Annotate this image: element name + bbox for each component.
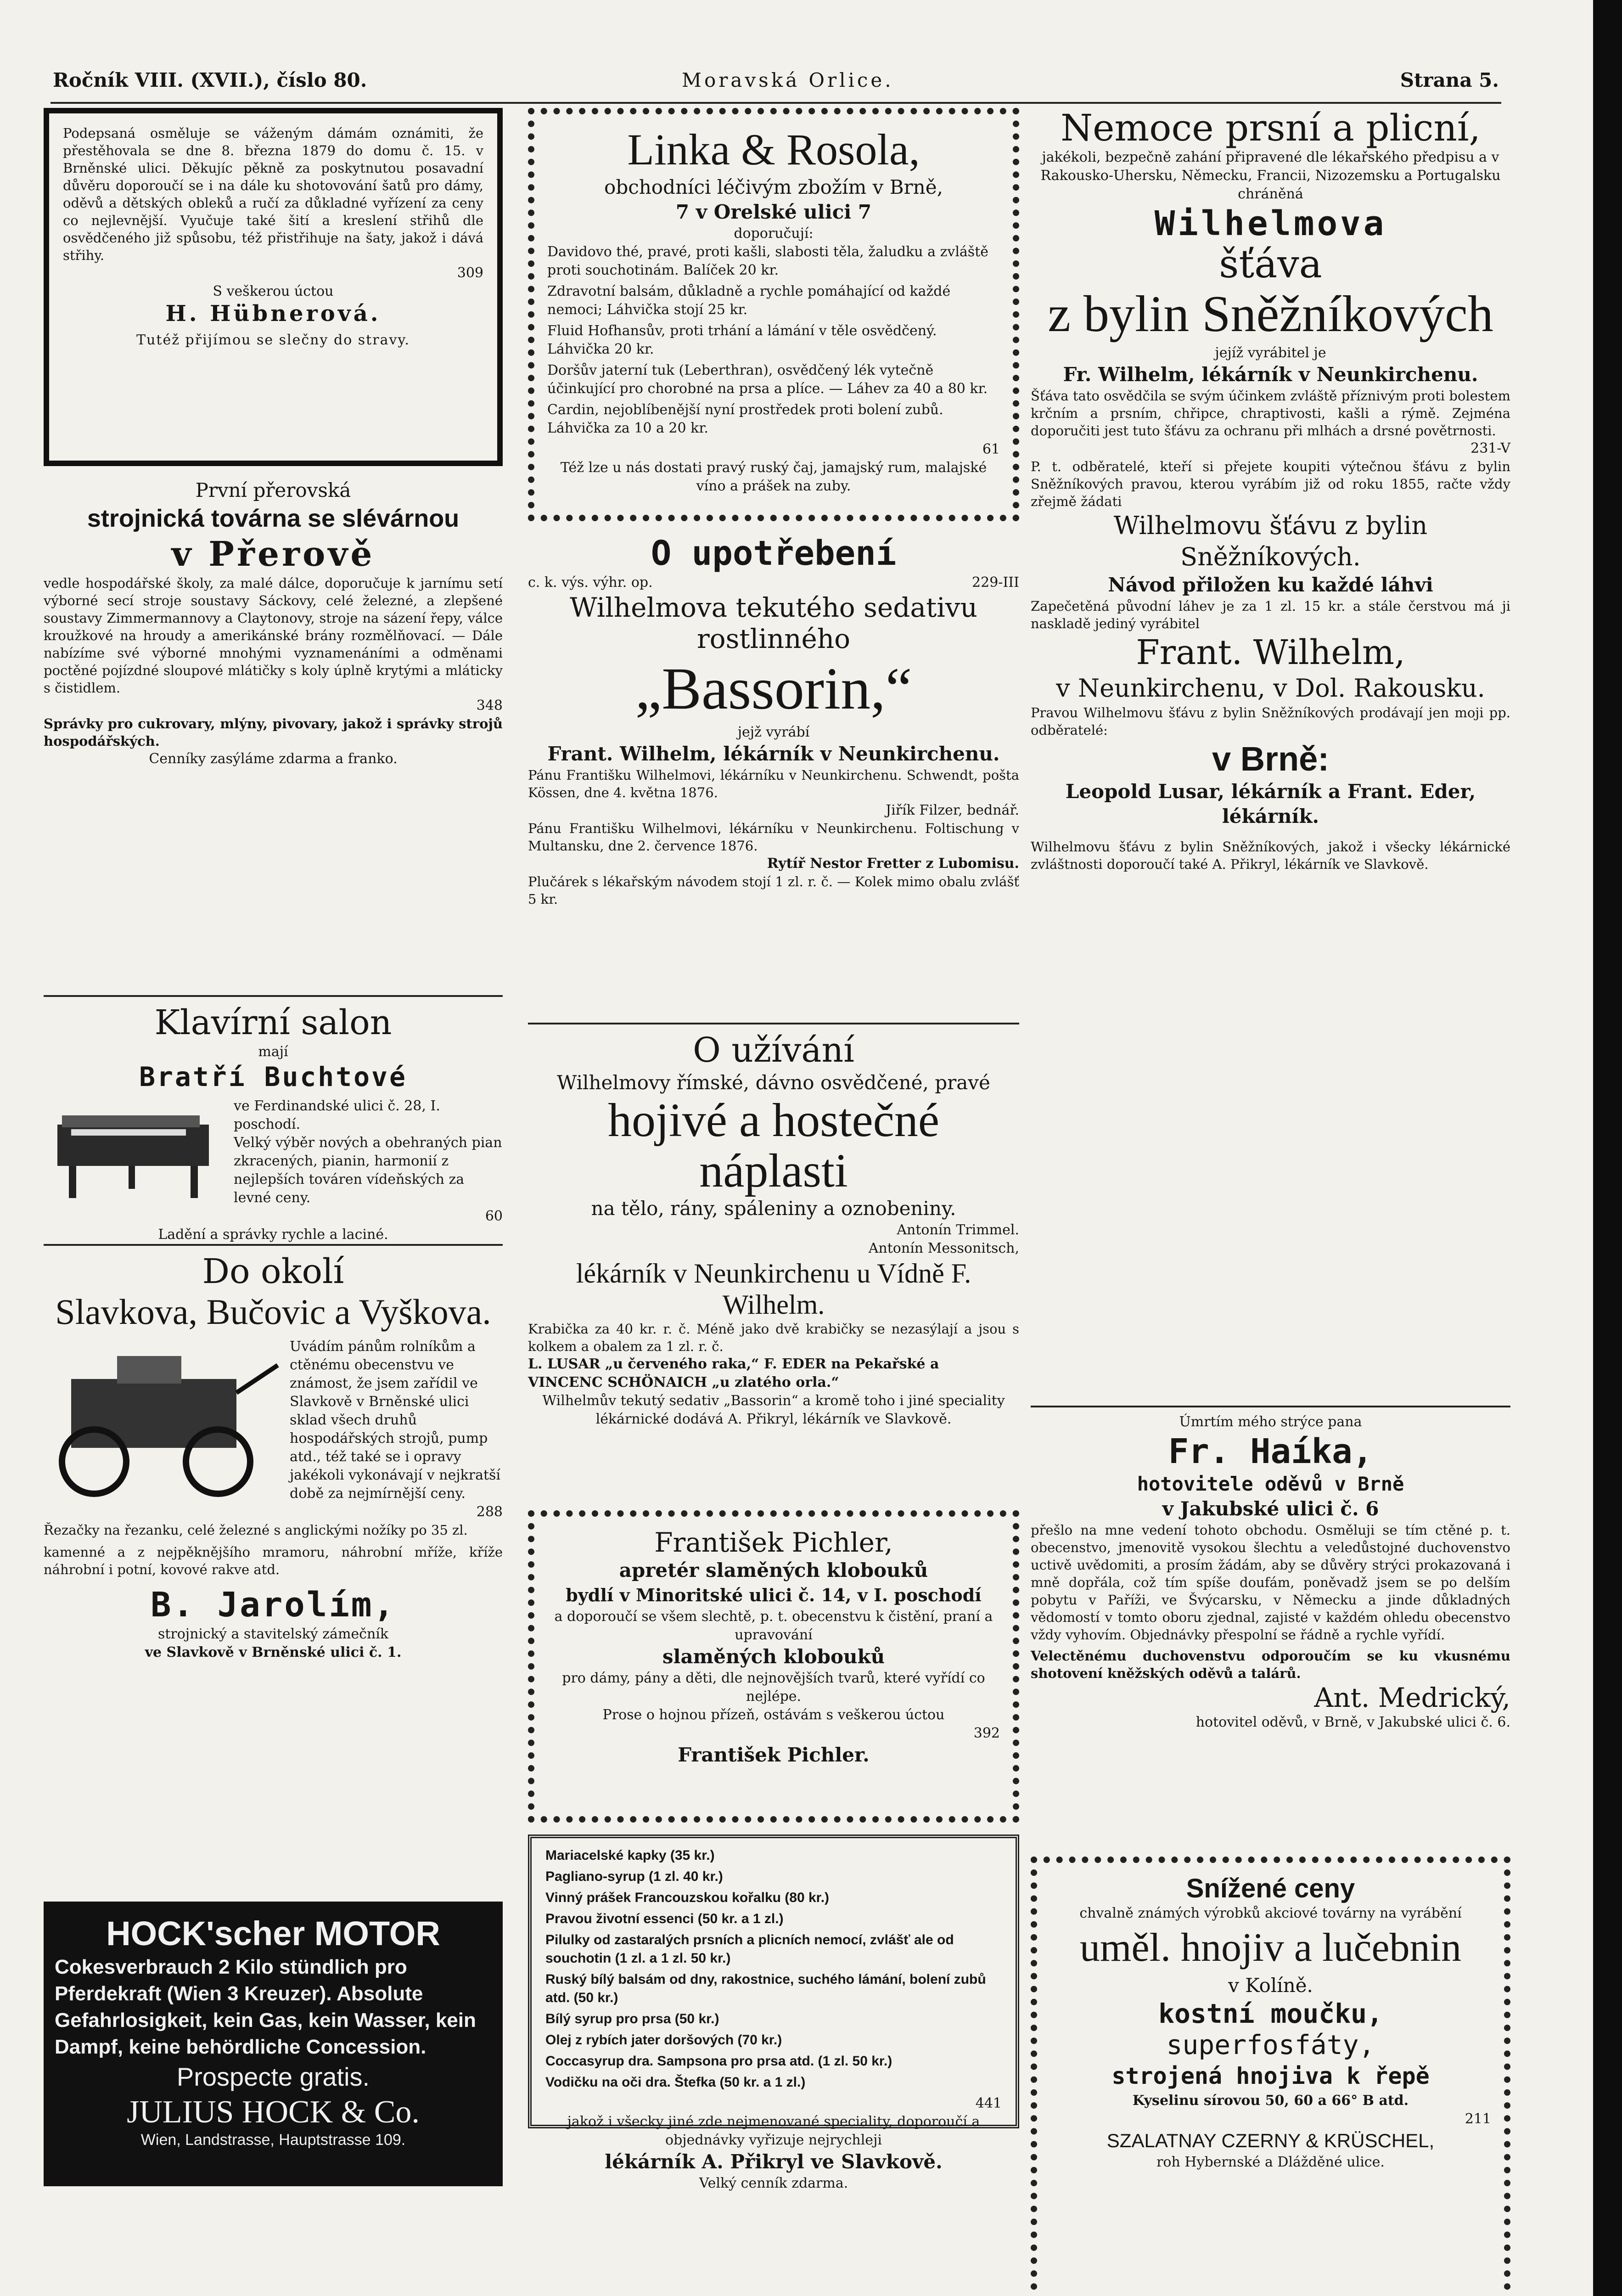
- lung-number: 231-V: [1470, 440, 1510, 456]
- lung-brno-lead: Pravou Wilhelmovu šťávu z bylin Sněžníkových prodávají jen moji pp. odběratelé:: [1031, 705, 1510, 738]
- lung-heading: Wilhelmovu šťávu z bylin Sněžníkových.: [1113, 511, 1428, 571]
- column-left: [44, 108, 503, 2198]
- lung-remedy-ad: [1031, 108, 1510, 1394]
- machines-title-2: Slavkova, Bučovic a Vyškova.: [55, 1292, 491, 1332]
- factory-footer: Cenníky zasýláme zdarma a franko.: [149, 751, 398, 767]
- bassorin-signer-2: Rytíř Nestor Fretter z Lubomisu.: [767, 855, 1019, 872]
- pichler-signature: František Pichler.: [678, 1744, 870, 1766]
- plaster-title: O užívání: [693, 1030, 854, 1070]
- pricelist-footer-1: jakož i všecky jiné zde nejmenované speciality, doporoučí a objednávky vyřizuje nejrychleji: [567, 2114, 980, 2148]
- lung-price: Zapečetěná původní láhev je za 1 zl. 15 kr. a stále čerstvou má ji naskladě jediný vyrábitel: [1031, 598, 1510, 631]
- pricelist-footer-3: Velký cenník zdarma.: [699, 2175, 848, 2191]
- bassorin-ad: [528, 533, 1019, 1011]
- list-item: Bílý syrup pro prsa (50 kr.): [545, 2011, 719, 2026]
- bassorin-maker: Frant. Wilhelm, lékárník v Neunkirchenu.: [547, 743, 1000, 765]
- lung-product: z bylin Sněžníkových: [1048, 286, 1493, 343]
- list-item: Vinný prášek Francouzskou kořalku (80 kr.): [545, 1890, 830, 1905]
- divider: [1031, 1406, 1510, 1407]
- list-item: Davidovo thé, pravé, proti kašli, slabosti těla, žaludku a zvláště proti souchotinám. Balíček 20 kr.: [547, 244, 989, 278]
- plaster-signer-2: Antonín Messonitsch,: [868, 1240, 1019, 1256]
- fertilizer-title: uměl. hnojiv a lučebnin: [1080, 1925, 1461, 1970]
- tailor-address: v Jakubské ulici č. 6: [1162, 1497, 1379, 1520]
- pichler-ad: [528, 1510, 1019, 1823]
- lung-maker-lead: jejíž vyrábitel je: [1215, 345, 1326, 361]
- list-item: Pravou životní essenci (50 kr. a 1 zl.): [545, 1911, 784, 1926]
- list-item: Fluid Hofhansův, proti trhání a lámání v těle osvědčený. Láhvička 20 kr.: [547, 323, 937, 357]
- factory-repairs: Správky pro cukrovary, mlýny, pivovary, jakož i správky strojů hospodářských.: [44, 716, 503, 749]
- divider: [44, 995, 503, 997]
- pichler-body: a doporoučí se všem slechtě, p. t. obecenstvu k čistění, praní a upravování: [554, 1609, 993, 1643]
- tailor-ad: [1031, 1413, 1510, 1845]
- notice-footer: Tutéž přijímou se slečny do stravy.: [136, 332, 410, 348]
- bassorin-license: c. k. výs. výhr. op.: [528, 574, 653, 591]
- lung-warning: P. t. odběratelé, kteří si přejete koupiti výtečnou šťávu z bylin Sněžníkových pravou, kterou vyrábím již od roku 1855, račte vždy zřejmě žádati: [1031, 459, 1510, 509]
- bassorin-number: 229-III: [972, 574, 1019, 591]
- bassorin-maker-lead: jejž vyrábí: [737, 724, 810, 740]
- piano-body: Velký výběr nových a obehraných pian zkracených, pianin, harmonií z nejlepších továren vídeňských za levné ceny.: [234, 1135, 502, 1206]
- list-item: Coccasyrup dra. Sampsona pro prsa atd. (1 zl. 50 kr.): [545, 2054, 892, 2069]
- lung-brno: v Brně:: [1212, 740, 1329, 778]
- lung-brand: Wilhelmova: [1154, 204, 1387, 243]
- piano-title: Klavírní salon: [154, 1003, 392, 1042]
- notice-greeting: S veškerou úctou: [213, 283, 334, 299]
- machines-title-1: Do okolí: [202, 1252, 344, 1291]
- pricelist-footer-2: lékárník A. Přikryl ve Slavkově.: [605, 2150, 943, 2173]
- linka-recommend: doporučují:: [734, 225, 814, 242]
- piano-ad: [44, 1002, 503, 1243]
- machines-role: strojnický a stavitelský zámečník: [157, 1626, 389, 1642]
- factory-body: vedle hospodářské školy, za malé dálce, doporučuje k jarnímu setí výborné secí stroje soustavy Sáckovy, celé železné, a zlepšené soustavy Zimmermannovy a Claytonovy, stroje na sázení řepy, válce kroužkové na hroudy a amerikánské brány rozmělňovací. — Dále nabízíme své výborné mnohými vyznamenáními a odměnami poctěné pojízdné sloupové mlátičky s koly úplně krytými a mláticky s čistidlem.: [44, 575, 503, 696]
- divider: [44, 1244, 503, 1246]
- bassorin-letter-1: Pánu Františku Wilhelmovi, lékárníku v Neunkirchenu. Schwendt, pošta Kössen, dne 4. května 1876.: [528, 767, 1019, 800]
- linka-footer: Též lze u nás dostati pravý ruský čaj, jamajský rum, malajské víno a prášek na zuby.: [560, 460, 987, 494]
- lung-maker: Fr. Wilhelm, lékárník v Neunkirchenu.: [1063, 363, 1478, 386]
- plaster-dealer-1: L. LUSAR „u červeného raka,“ F. EDER na Pekařské a: [528, 1356, 939, 1372]
- lung-maker-2: Frant. Wilhelm,: [1136, 633, 1405, 672]
- machines-address: ve Slavkově v Brněnské ulici č. 1.: [145, 1644, 402, 1660]
- pichler-number: 392: [973, 1725, 1000, 1741]
- factory-ad: [44, 478, 503, 983]
- notice-number: 309: [457, 265, 483, 281]
- lung-word: šťáva: [1219, 242, 1322, 287]
- linka-number: 61: [982, 441, 1000, 457]
- plaster-ad: [528, 1030, 1019, 1498]
- fertilizer-place: v Kolíně.: [1228, 1974, 1313, 1997]
- factory-number: 348: [476, 698, 503, 714]
- motor-firm: JULIUS HOCK & Co.: [127, 2094, 420, 2130]
- lung-intro: jakékoli, bezpečně zahání připravené dle lékařského předpisu a v Rakousko-Uhersku, Německu, Francii, Nizozemsku a Portugalsku chráněná: [1040, 149, 1501, 202]
- list-item: Zdravotní balsám, důkladně a rychle pomáhající od každé nemoci; Láhvička stojí 25 kr.: [547, 283, 951, 318]
- fertilizer-intro: chvalně známých výrobků akciové továrny na vyrábění: [1079, 1905, 1462, 1921]
- pichler-product: slaměných klobouků: [662, 1645, 885, 1668]
- plaster-signer-1: Antonín Trimmel.: [897, 1222, 1019, 1238]
- motor-title: HOCK'scher MOTOR: [106, 1914, 440, 1953]
- piano-has: mají: [258, 1044, 288, 1060]
- bassorin-name: „Bassorin,“: [635, 656, 912, 722]
- fertilizer-product-4: Kyselinu sírovou 50, 60 a 66° B atd.: [1132, 2093, 1409, 2109]
- fertilizer-number: 211: [1465, 2111, 1491, 2127]
- motor-ad: [44, 1902, 503, 2186]
- tailor-signature: Ant. Medrický,: [1314, 1682, 1510, 1713]
- pichler-greeting: Prose o hojnou přízeň, ostávám s veškerou úctou: [602, 1707, 945, 1723]
- notice-signature: H. Hübnerová.: [165, 301, 381, 326]
- linka-rosola-ad: [528, 108, 1019, 521]
- bassorin-letter-2: Pánu Františku Wilhelmovi, lékárníku v Neunkirchenu. Foltischung v Multansku, dne 2. července 1876.: [528, 821, 1019, 854]
- fertilizer-firm-address: roh Hybernské a Dlážděné ulice.: [1156, 2154, 1385, 2170]
- plaster-sub: Wilhelmovy římské, dávno osvědčené, pravé: [557, 1071, 990, 1094]
- plaster-price: Krabička za 40 kr. r. č. Méně jako dvě krabičky se nezasýlají a jsou s kolkem a obalem za 1 zl. r. č.: [528, 1321, 1019, 1354]
- list-item: Pagliano-syrup (1 zl. 40 kr.): [545, 1869, 723, 1884]
- piano-firm: Bratří Buchtové: [139, 1061, 407, 1092]
- pricelist-ad: [528, 1835, 1019, 2191]
- column-middle: [528, 108, 1019, 2191]
- list-item: Doršův jaterní tuk (Leberthran), osvědčený lék vytečně účinkující pro chorobné na prsa a plíce. — Láhev za 40 a 80 kr.: [547, 362, 988, 397]
- linka-items: [547, 243, 1000, 438]
- running-header: [53, 69, 1499, 101]
- column-right: [1031, 108, 1510, 2296]
- notice-body: Podepsaná osměluje se váženým dámám oznámiti, že přestěhovala se dne 8. března 1879 do domu č. 15. v Brněnské ulici. Děkujíc pěkně za poskytnutou posavadní důvěru doporoučí se i na dále ku shotovování šatů pro dámy, oděvů a dětských obleků a ručí za důkladné vyřízení za ceny co nejlevnější. Vyučuje také šití a kreslení střihů dle osvědčeného již spůsobu, též přistřihuje na šaty, jakož i dává střihy.: [63, 125, 483, 263]
- pricelist-number: 441: [975, 2095, 1002, 2111]
- factory-place: v Přerově: [171, 535, 375, 574]
- tailor-body: přešlo na mne vedení tohoto obchodu. Osměluji se tím ctěné p. t. obecenstvo, jmenovitě vysokou šlechtu a veledůstojné duchovenstvo uctivě uvědomiti, a prosím žádám, aby se důvěry strýci prokazovaná i mně dopřála, což tím spíše doufám, poněvadž jsem se po delším pobytu v Paříži, ve Švýcarsku, v Německu a jinde důkladných vědomostí v tomto oboru zjednal, zajisté v každém ohledu obecenstvo vždy vyhovím. Objednávky přespolní se řádně a rychle vyřídí.: [1031, 1522, 1510, 1643]
- fertilizer-badge: Snížené ceny: [1186, 1874, 1355, 1903]
- fertilizer-product-3: strojená hnojiva k řepě: [1111, 2063, 1430, 2089]
- pichler-name: František Pichler,: [654, 1527, 893, 1558]
- plaster-name: hojivé a hostečné náplasti: [608, 1094, 939, 1197]
- factory-title: strojnická továrna se slévárnou: [87, 505, 460, 532]
- lung-dealers: Leopold Lusar, lékárník a Frant. Eder, lékárník.: [1065, 780, 1476, 827]
- motor-prospect: Prospecte gratis.: [176, 2062, 370, 2091]
- lung-title: Nemoce prsní a plicní,: [1061, 107, 1481, 149]
- list-item: Mariacelské kapky (35 kr.): [545, 1848, 715, 1863]
- lung-maker-2-place: v Neunkirchenu, v Dol. Rakousku.: [1056, 674, 1485, 703]
- linka-title: Linka & Rosola,: [627, 125, 920, 174]
- lung-footer: Wilhelmovu šťávu z bylin Sněžníkových, jakož i všecky lékárnické zvláštnosti doporoučí také A. Přikryl, lékárník ve Slavkově.: [1031, 839, 1510, 872]
- motor-address: Wien, Landstrasse, Hauptstrasse 109.: [140, 2131, 406, 2149]
- dressmaker-notice: [44, 108, 503, 466]
- linka-sub: obchodníci léčivým zbožím v Brně,: [604, 176, 943, 198]
- machines-name: B. Jarolím,: [150, 1585, 396, 1625]
- issue-number: Ročník VIII. (XVII.), číslo 80.: [53, 69, 367, 91]
- piano-address: ve Ferdinandské ulici č. 28, I. poschodí.: [234, 1098, 440, 1132]
- plaster-footer: Wilhelmův tekutý sedativ „Bassorin“ a kromě toho i jiné speciality lékárnické dodává A. Přikryl, lékárník ve Slavkově.: [542, 1393, 1005, 1427]
- pichler-body-2: pro dámy, pány a děti, dle nejnovějších tvarů, které vyřídí co nejlépe.: [562, 1670, 985, 1705]
- threshing-machine-illustration: [44, 1338, 282, 1503]
- list-item: Olej z rybích jater doršových (70 kr.): [545, 2032, 782, 2048]
- list-item: Vodičku na oči dra. Štefka (50 kr. a 1 zl.): [545, 2075, 806, 2090]
- tailor-clergy: Velectěnému duchovenstvu odporoučím se ku vkusnému shotovení kněžských oděvů a talárů.: [1031, 1648, 1510, 1681]
- tailor-trade: hotovitele oděvů v Brně: [1137, 1473, 1404, 1495]
- machines-stone: kamenné a z nejpěknějšího mramoru, náhrobní mříže, kříže náhrobní i potní, kovové rakve atd.: [44, 1544, 503, 1577]
- plaster-maker: lékárník v Neunkirchenu u Vídně F. Wilhelm.: [576, 1258, 971, 1320]
- list-item: Ruský bílý balsám od dny, rakostnice, suchého lámání, bolení zubů atd. (50 kr.): [545, 1972, 986, 2005]
- fertilizer-firm: SZALATNAY CZERNY & KRÜSCHEL,: [1106, 2130, 1435, 2151]
- scan-edge: [1593, 0, 1622, 2296]
- paper-title: Moravská Orlice.: [682, 69, 894, 91]
- fertilizer-product-2: superfosfáty,: [1166, 2029, 1375, 2060]
- bassorin-price: Plučárek s lékařským návodem stojí 1 zl. r. č. — Kolek mimo obalu zvlášť 5 kr.: [528, 874, 1019, 907]
- plaster-dealer-2: VINCENC SCHÖNAICH „u zlatého orla.“: [528, 1374, 839, 1390]
- machines-product: Řezačky na řezanku, celé železné s anglickými nožíky po 35 zl.: [44, 1522, 468, 1538]
- divider: [528, 1023, 1019, 1024]
- bassorin-sub: Wilhelmova tekutého sedativu rostlinného: [570, 592, 977, 654]
- factory-intro: První přerovská: [195, 479, 351, 501]
- linka-address: 7 v Orelské ulici 7: [675, 201, 872, 223]
- list-item: Pilulky od zastaralých prsních a plicních nemocí, zvlášť ale od souchotin (1 zl. a 1 zl. 50 kr.): [545, 1932, 954, 1966]
- page-number: Strana 5.: [1400, 69, 1499, 91]
- machines-body: Uvádím pánům rolníkům a ctěnému obecenstvu ve známost, že jsem zařídil ve Slavkově v Brněnské ulici sklad všech druhů hospodářských strojů, pump atd., též také se i opravy jakékoli vykonávají v nejkratší době za nejmírnější ceny.: [290, 1339, 501, 1502]
- piano-number: 60: [485, 1208, 503, 1224]
- list-item: Cardin, nejoblíbenější nyní prostředek proti bolení zubů. Láhvička za 10 a 20 kr.: [547, 402, 943, 436]
- motor-body: Cokesverbrauch 2 Kilo stündlich pro Pferdekraft (Wien 3 Kreuzer). Absolute Gefahrlosigkeit, kein Gas, kein Wasser, kein Dampf, keine behördliche Concession.: [55, 1956, 476, 2058]
- fertilizer-ad: [1031, 1857, 1510, 2296]
- machines-ad: [44, 1251, 503, 1890]
- header-rule: [51, 102, 1501, 104]
- fertilizer-product-1: kostní moučku,: [1158, 1998, 1383, 2029]
- lung-notice: Návod přiložen ku každé láhvi: [1108, 574, 1433, 596]
- tailor-sigline: hotovitel oděvů, v Brně, v Jakubské ulici č. 6.: [1195, 1714, 1510, 1730]
- bassorin-title: O upotřebení: [651, 534, 897, 573]
- tailor-intro: Úmrtím mého strýce pana: [1179, 1414, 1362, 1430]
- piano-footer: Ladění a správky rychle a laciné.: [158, 1227, 388, 1243]
- lung-body: Šťáva tato osvědčila se svým účinkem zvláště příznivým proti bolestem krčním a prsním, chřipce, chraptivosti, kašli a rýmě. Zejména doporučiti jest tuto šťávu za ochranu při mlhách a drsné povětrnosti.: [1031, 388, 1510, 439]
- pichler-address: bydlí v Minoritské ulici č. 14, v I. poschodí: [566, 1585, 982, 1605]
- machines-number: 288: [476, 1504, 503, 1520]
- tailor-name: Fr. Haíka,: [1168, 1432, 1373, 1471]
- piano-illustration: [44, 1097, 227, 1203]
- bassorin-signer-1: Jiřík Filzer, bednář.: [886, 802, 1019, 818]
- plaster-use: na tělo, rány, spáleniny a oznobeniny.: [591, 1197, 956, 1220]
- pichler-trade: apretér slaměných klobouků: [619, 1559, 928, 1581]
